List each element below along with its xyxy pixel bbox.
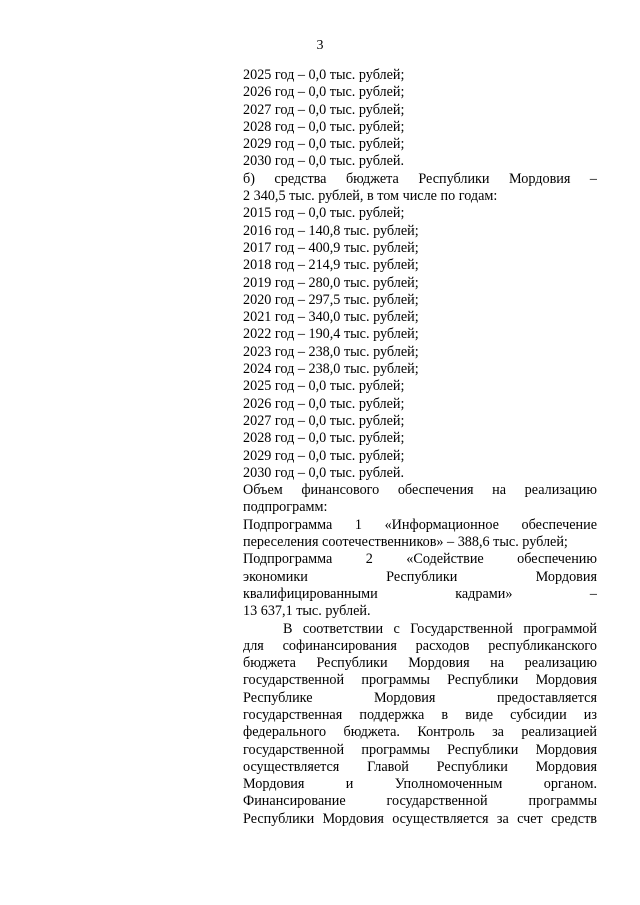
republic-year-line: 2024 год – 238,0 тыс. рублей; — [243, 361, 419, 378]
federal-year-line: 2028 год – 0,0 тыс. рублей; — [243, 118, 405, 135]
republic-year-line: 2017 год – 400,9 тыс. рублей; — [243, 239, 419, 256]
paragraph-line: бюджета Республики Мордовия на реализацию — [243, 655, 597, 672]
subprogram-2-amount: 13 637,1 тыс. рублей. — [243, 603, 371, 620]
subprogram-1-amount: переселения соотечественников» – 388,6 тыс. рублей; — [243, 534, 568, 551]
paragraph-line: для софинансирования расходов республиканского — [243, 637, 597, 654]
republic-year-line: 2018 год – 214,9 тыс. рублей; — [243, 257, 419, 274]
page-number: 3 — [316, 38, 324, 53]
republic-year-line: 2028 год – 0,0 тыс. рублей; — [243, 430, 405, 447]
republic-year-line: 2030 год – 0,0 тыс. рублей. — [243, 464, 405, 481]
republic-year-line: 2019 год – 280,0 тыс. рублей; — [243, 274, 419, 291]
paragraph-line: государственная поддержка в виде субсидии из — [243, 706, 597, 723]
subprograms-heading-end: подпрограмм: — [243, 499, 328, 516]
paragraph-line: В соответствии с Государственной программой — [283, 620, 597, 637]
republic-year-line: 2015 год – 0,0 тыс. рублей; — [243, 205, 405, 222]
republic-year-line: 2029 год – 0,0 тыс. рублей; — [243, 447, 405, 464]
paragraph-line: Мордовия и Уполномоченным органом. — [243, 776, 597, 793]
republic-year-line: 2023 год – 238,0 тыс. рублей; — [243, 343, 419, 360]
federal-year-line: 2029 год – 0,0 тыс. рублей; — [243, 136, 405, 153]
federal-year-line: 2027 год – 0,0 тыс. рублей; — [243, 101, 405, 118]
republic-year-line: 2016 год – 140,8 тыс. рублей; — [243, 222, 419, 239]
paragraph-line: Республики Мордовия осуществляется за счет средств — [243, 810, 597, 827]
subprogram-2-title: квалифицированными кадрами» – — [243, 585, 597, 602]
document-body — [243, 67, 597, 828]
paragraph-line: государственной программы Республики Мордовия — [243, 672, 597, 689]
subprograms-heading: Объем финансового обеспечения на реализацию — [243, 482, 597, 499]
republic-year-line: 2025 год – 0,0 тыс. рублей; — [243, 378, 405, 395]
republic-year-line: 2027 год – 0,0 тыс. рублей; — [243, 412, 405, 429]
republic-year-line: 2021 год – 340,0 тыс. рублей; — [243, 309, 419, 326]
republic-year-line: 2022 год – 190,4 тыс. рублей; — [243, 326, 419, 343]
federal-year-line: 2025 год – 0,0 тыс. рублей; — [243, 67, 405, 83]
paragraph-line: государственной программы Республики Мордовия — [243, 741, 597, 758]
federal-year-line: 2030 год – 0,0 тыс. рублей. — [243, 153, 405, 170]
republic-budget-heading: б) средства бюджета Республики Мордовия – — [243, 170, 597, 187]
republic-year-line: 2026 год – 0,0 тыс. рублей; — [243, 395, 405, 412]
paragraph-line: Финансирование государственной программы — [243, 793, 597, 810]
subprogram-1-title: Подпрограмма 1 «Информационное обеспечение — [243, 516, 597, 533]
paragraph-line: федерального бюджета. Контроль за реализацией — [243, 724, 597, 741]
republic-budget-total: 2 340,5 тыс. рублей, в том числе по годам: — [243, 188, 498, 205]
subprogram-2-title: экономики Республики Мордовия — [243, 568, 597, 585]
republic-year-line: 2020 год – 297,5 тыс. рублей; — [243, 291, 419, 308]
paragraph-line: осуществляется Главой Республики Мордовия — [243, 758, 597, 775]
federal-year-line: 2026 год – 0,0 тыс. рублей; — [243, 84, 405, 101]
paragraph-line: Республике Мордовия предоставляется — [243, 689, 597, 706]
subprogram-2-title: Подпрограмма 2 «Содействие обеспечению — [243, 551, 597, 568]
